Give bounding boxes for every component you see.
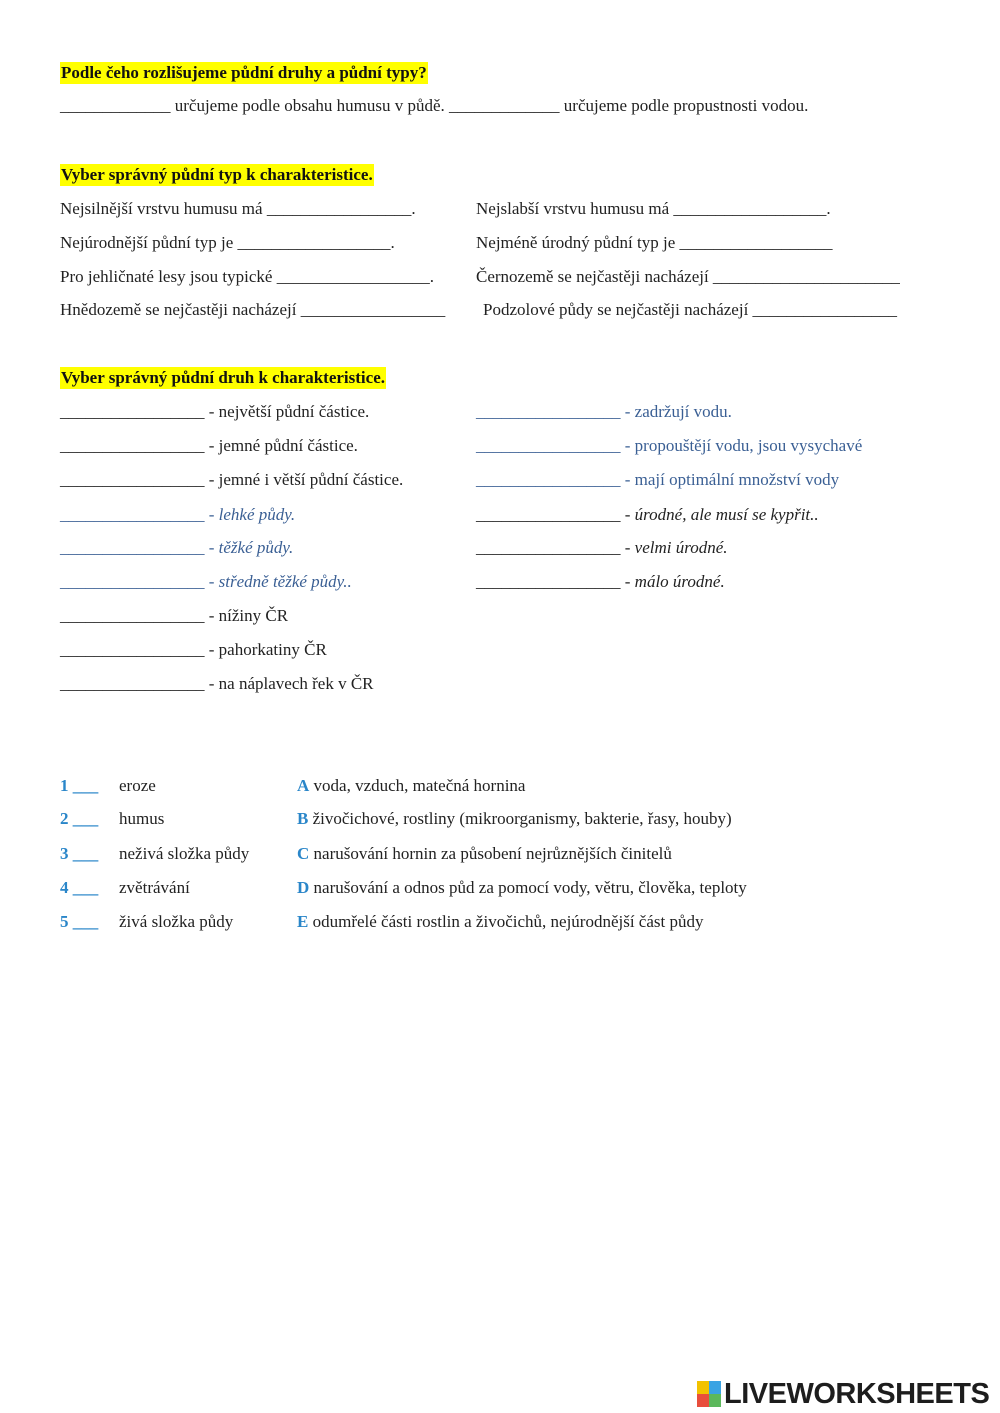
logo-mark-icon bbox=[697, 1381, 721, 1407]
match-term: zvětrávání bbox=[119, 878, 190, 897]
soil-kind-item: _________________ - lehké půdy. bbox=[60, 505, 296, 524]
match-number: 2 ___ bbox=[60, 809, 99, 828]
soil-kind-item: _________________ - na náplavech řek v ČR bbox=[60, 674, 374, 693]
soil-type-question: Nejúrodnější půdní typ je __________________. bbox=[60, 233, 395, 252]
soil-type-question: Nejslabší vrstvu humusu má __________________. bbox=[476, 199, 831, 218]
section2-heading: Vyber správný půdní typ k charakteristice. bbox=[61, 165, 373, 184]
section3-heading: Vyber správný půdní druh k charakteristice. bbox=[61, 368, 385, 387]
match-number: 4 ___ bbox=[60, 878, 99, 897]
match-number: 3 ___ bbox=[60, 844, 99, 863]
soil-kind-item: _________________ - velmi úrodné. bbox=[476, 538, 728, 557]
match-definition: E odumřelé části rostlin a živočichů, nejúrodnější část půdy bbox=[297, 912, 704, 931]
soil-type-question: Podzolové půdy se nejčastěji nacházejí _________________ bbox=[483, 300, 898, 319]
match-term: humus bbox=[119, 809, 165, 828]
match-definition: D narušování a odnos půd za pomocí vody, větru, člověka, teploty bbox=[297, 878, 747, 897]
match-letter: D bbox=[297, 878, 310, 897]
soil-kind-item: _________________ - mají optimální množství vody bbox=[476, 470, 840, 489]
match-number: 1 ___ bbox=[60, 776, 99, 795]
soil-kind-item: _________________ - propouštějí vodu, jsou vysychavé bbox=[476, 436, 863, 455]
match-letter: A bbox=[297, 776, 310, 795]
soil-kind-item: _________________ - nížiny ČR bbox=[60, 606, 289, 625]
logo-text: LIVEWORKSHEETS bbox=[724, 1377, 990, 1410]
soil-kind-item: _________________ - jemné půdní částice. bbox=[60, 436, 358, 455]
soil-type-question: Pro jehličnaté lesy jsou typické __________________. bbox=[60, 267, 434, 286]
soil-kind-item: _________________ - úrodné, ale musí se kypřit.. bbox=[476, 505, 819, 524]
match-number: 5 ___ bbox=[60, 912, 99, 931]
soil-kind-item: _________________ - největší půdní částice. bbox=[60, 402, 370, 421]
match-term: neživá složka půdy bbox=[119, 844, 250, 863]
soil-kind-item: _________________ - těžké půdy. bbox=[60, 538, 294, 557]
match-definition: A voda, vzduch, matečná hornina bbox=[297, 776, 526, 795]
soil-kind-item: _________________ - málo úrodné. bbox=[476, 572, 725, 591]
match-letter: B bbox=[297, 809, 309, 828]
soil-kind-item: _________________ - pahorkatiny ČR bbox=[60, 640, 327, 659]
soil-type-question: Nejsilnější vrstvu humusu má _________________. bbox=[60, 199, 416, 218]
liveworksheets-logo bbox=[697, 1378, 989, 1410]
soil-kind-item: _________________ - jemné i větší půdní částice. bbox=[60, 470, 404, 489]
section1-heading: Podle čeho rozlišujeme půdní druhy a půdní typy? bbox=[61, 63, 427, 82]
match-term: eroze bbox=[119, 776, 156, 795]
match-letter: E bbox=[297, 912, 309, 931]
match-definition: B živočichové, rostliny (mikroorganismy, bakterie, řasy, houby) bbox=[297, 809, 732, 828]
soil-kind-item: _________________ - zadržují vodu. bbox=[476, 402, 732, 421]
soil-type-question: Černozemě se nejčastěji nacházejí ______________________ bbox=[476, 267, 900, 286]
match-term: živá složka půdy bbox=[119, 912, 234, 931]
soil-type-question: Hnědozemě se nejčastěji nacházejí _________________ bbox=[60, 300, 446, 319]
soil-type-question: Nejméně úrodný půdní typ je __________________ bbox=[476, 233, 833, 252]
soil-kind-item: _________________ - středně těžké půdy.. bbox=[60, 572, 352, 591]
match-definition: C narušování hornin za působení nejrůznějších činitelů bbox=[297, 844, 672, 863]
section1-fill-line: _____________ určujeme podle obsahu humusu v půdě. _____________ určujeme podle propustnosti vodou. bbox=[60, 96, 809, 115]
match-letter: C bbox=[297, 844, 310, 863]
